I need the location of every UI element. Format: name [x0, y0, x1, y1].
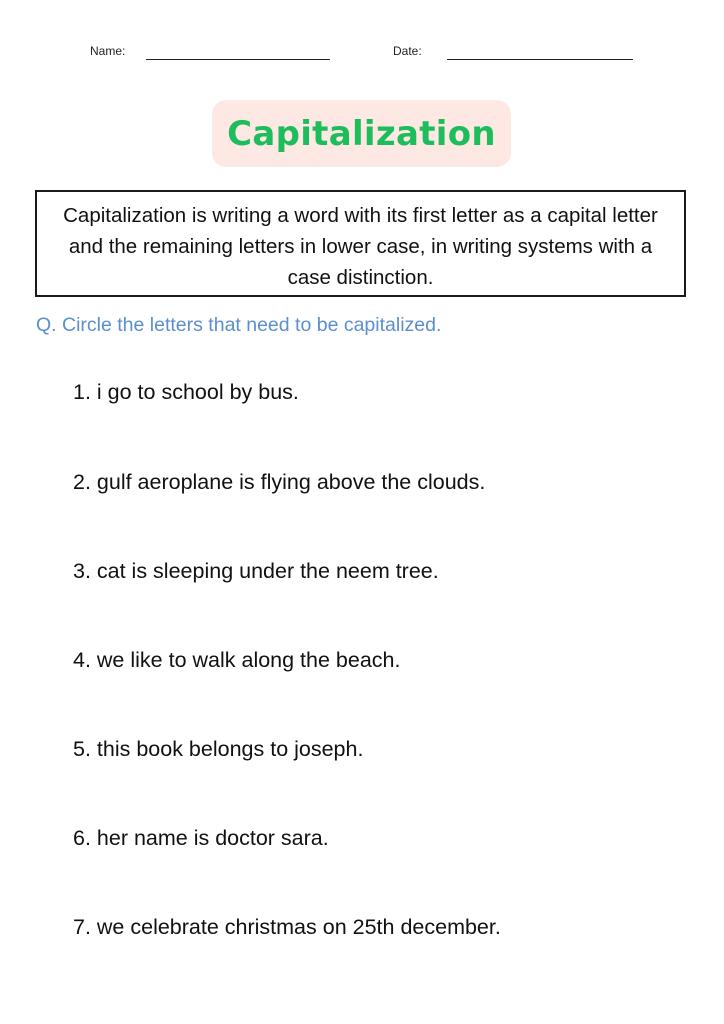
name-blank-line [146, 59, 330, 60]
question-item-1: 1. i go to school by bus. [73, 380, 299, 404]
question-item-5: 5. this book belongs to joseph. [73, 737, 364, 761]
date-label: Date: [393, 44, 422, 58]
question-item-4: 4. we like to walk along the beach. [73, 648, 401, 672]
question-item-7: 7. we celebrate christmas on 25th december. [73, 915, 501, 939]
date-blank-line [447, 59, 633, 60]
definition-box: Capitalization is writing a word with its first letter as a capital letter and the remaining letters in lower case, in writing systems with a case distinction. [35, 190, 686, 297]
question-item-6: 6. her name is doctor sara. [73, 826, 329, 850]
instruction-text: Q. Circle the letters that need to be capitalized. [36, 314, 442, 336]
name-label: Name: [90, 44, 126, 58]
question-item-2: 2. gulf aeroplane is flying above the clouds. [73, 470, 486, 494]
page-title: Capitalization [227, 113, 496, 154]
question-item-3: 3. cat is sleeping under the neem tree. [73, 559, 439, 583]
title-banner [212, 100, 511, 167]
